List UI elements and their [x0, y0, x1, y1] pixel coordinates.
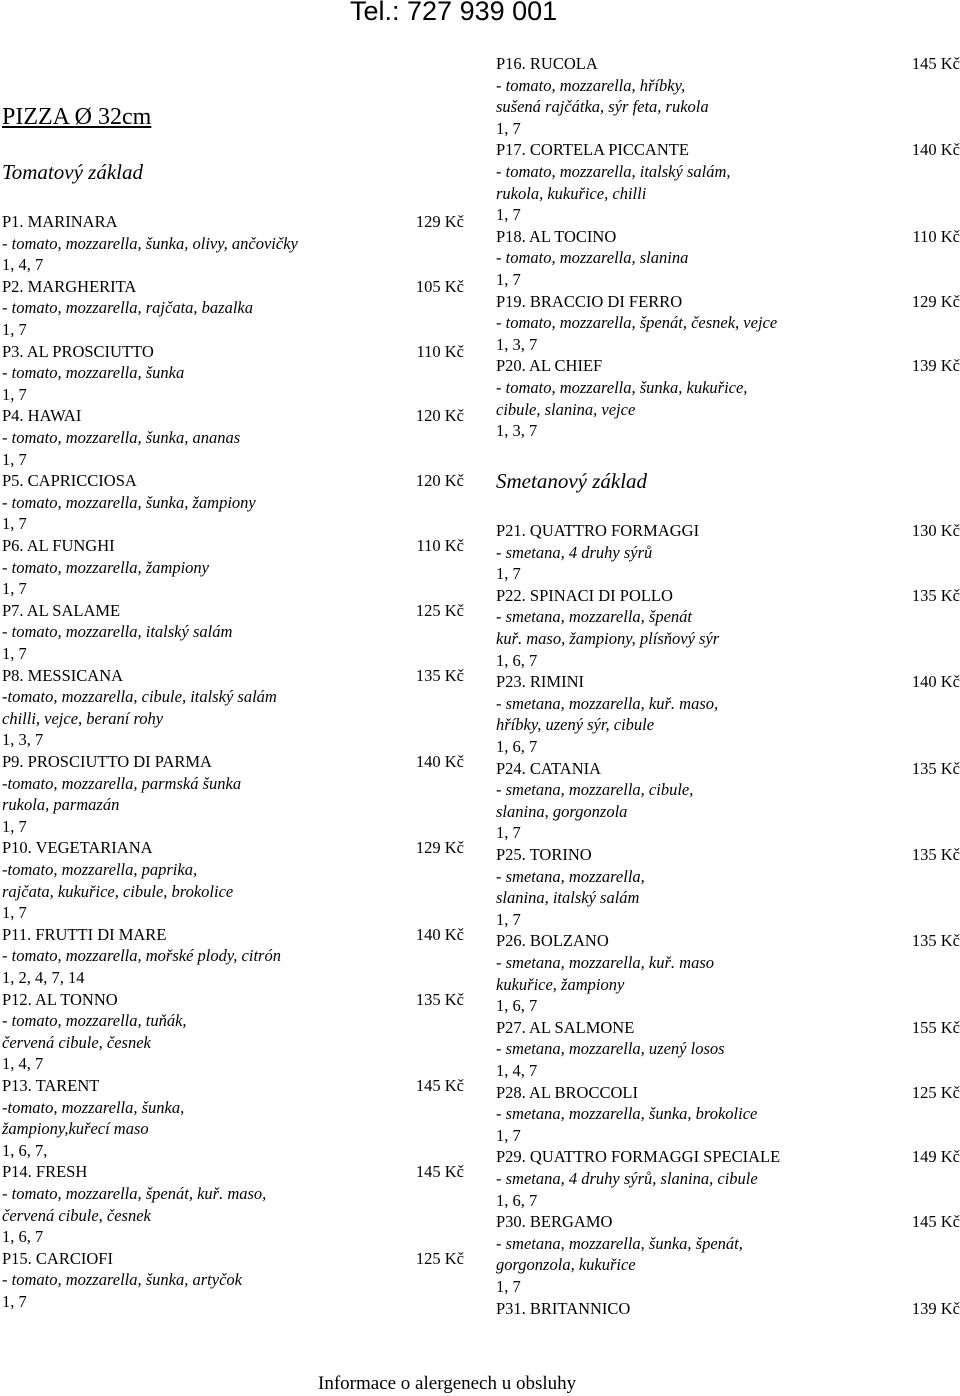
menu-item-header — [2, 405, 464, 427]
allergen-codes: 1, 4, 7 — [2, 1054, 44, 1074]
pizza-price: 145 Kč — [911, 54, 960, 73]
pizza-price: 129 Kč — [415, 212, 464, 231]
section-heading-tomato: Tomatový základ — [2, 160, 143, 184]
pizza-name: P6. AL FUNGHI — [2, 536, 115, 555]
ingredients-line: - tomato, mozzarella, šunka, ananas — [2, 427, 241, 447]
pizza-price: 140 Kč — [911, 140, 960, 160]
ingredients-line: - smetana, mozzarella, špenát — [496, 607, 693, 627]
allergen-codes: 1, 7 — [496, 118, 521, 138]
ingredients-line: rukola, parmazán — [2, 795, 120, 815]
ingredients-line: - smetana, mozzarella, cibule, — [496, 780, 694, 800]
phone-number: Tel.: 727 939 001 — [350, 0, 558, 26]
pizza-price: 135 Kč — [911, 931, 960, 951]
menu-item-header — [496, 226, 960, 248]
menu-item-header — [2, 665, 464, 687]
menu-item-header — [2, 837, 464, 859]
ingredients-line: - tomato, mozzarella, mořské plody, citrón — [2, 946, 281, 966]
ingredients-line: - tomato, mozzarella, italský salám, — [496, 161, 731, 181]
ingredients-line: hříbky, uzený sýr, cibule — [496, 715, 655, 735]
ingredients-line: rukola, kukuřice, chilli — [496, 183, 647, 203]
pizza-name: P15. CARCIOFI — [2, 1248, 113, 1268]
allergen-codes: 1, 3, 7 — [496, 421, 538, 441]
ingredients-line: - smetana, mozzarella, kuř. maso — [496, 952, 715, 972]
allergen-codes: 1, 3, 7 — [496, 334, 538, 354]
pizza-price: 105 Kč — [415, 276, 464, 296]
pizza-name: P22. SPINACI DI POLLO — [496, 585, 673, 605]
pizza-name: P16. RUCOLA — [496, 54, 598, 73]
pizza-price: 110 Kč — [416, 341, 464, 361]
pizza-name: P30. BERGAMO — [496, 1212, 613, 1232]
ingredients-line: - smetana, 4 druhy sýrů — [496, 542, 653, 562]
ingredients-line: slanina, italský salám — [496, 888, 640, 908]
pizza-name: P11. FRUTTI DI MARE — [2, 924, 167, 944]
allergen-codes: 1, 7 — [2, 449, 27, 469]
allergen-codes: 1, 3, 7 — [2, 730, 44, 750]
ingredients-line: - smetana, mozzarella, uzený losos — [496, 1039, 725, 1059]
section-heading-cream: Smetanový základ — [496, 469, 648, 493]
ingredients-line: - tomato, mozzarella, slanina — [496, 248, 689, 268]
ingredients-line: gorgonzola, kukuřice — [496, 1255, 636, 1275]
ingredients-line: -tomato, mozzarella, paprika, — [2, 859, 198, 879]
pizza-name: P12. AL TONNO — [2, 989, 118, 1009]
ingredients-line: -tomato, mozzarella, cibule, italský salám — [2, 687, 277, 707]
allergen-codes: 1, 6, 7 — [496, 1190, 538, 1210]
pizza-name: P24. CATANIA — [496, 758, 602, 778]
ingredients-line: - tomato, mozzarella, šunka — [2, 363, 185, 383]
ingredients-line: - tomato, mozzarella, špenát, kuř. maso, — [2, 1183, 267, 1203]
menu-item-header — [496, 1146, 960, 1168]
pizza-name: P7. AL SALAME — [2, 600, 121, 620]
pizza-price: 145 Kč — [911, 1212, 960, 1232]
ingredients-line: - smetana, mozzarella, — [496, 866, 645, 886]
ingredients-line: - smetana, mozzarella, šunka, brokolice — [496, 1104, 758, 1124]
menu-item-header — [496, 355, 960, 377]
menu-item-header — [2, 535, 464, 557]
pizza-name: P26. BOLZANO — [496, 931, 609, 951]
allergen-codes: 1, 7 — [496, 1125, 521, 1145]
menu-item-header — [2, 1161, 464, 1183]
pizza-price: 135 Kč — [911, 758, 960, 778]
ingredients-line: - tomato, mozzarella, žampiony — [2, 557, 210, 577]
pizza-name: P5. CAPRICCIOSA — [2, 471, 137, 491]
pizza-name: P20. AL CHIEF — [496, 356, 603, 376]
allergen-codes: 1, 6, 7 — [2, 1227, 44, 1247]
allergen-codes: 1, 7 — [496, 564, 521, 584]
menu-item-header — [2, 751, 464, 773]
menu-item-header — [496, 1211, 960, 1233]
allergen-codes: 1, 7 — [2, 514, 27, 534]
menu-item-header — [2, 924, 464, 946]
menu-item-header — [496, 1017, 960, 1039]
ingredients-line: cibule, slanina, vejce — [496, 399, 636, 419]
pizza-price: 125 Kč — [415, 600, 464, 620]
allergen-codes: 1, 7 — [2, 816, 27, 836]
menu-item-header — [496, 1298, 960, 1320]
pizza-price: 135 Kč — [415, 665, 464, 685]
pizza-name: P19. BRACCIO DI FERRO — [496, 291, 683, 311]
pizza-name: P23. RIMINI — [496, 672, 585, 692]
menu-item-header — [496, 139, 960, 161]
ingredients-line: - tomato, mozzarella, šunka, olivy, ančovičky — [2, 233, 298, 253]
allergen-codes: 1, 6, 7 — [496, 996, 538, 1016]
pizza-price: 129 Kč — [911, 291, 960, 311]
allergen-codes: 1, 7 — [496, 205, 521, 225]
menu-item-header — [496, 1082, 960, 1104]
ingredients-line: - tomato, mozzarella, šunka, žampiony — [2, 492, 256, 512]
pizza-name: P14. FRESH — [2, 1162, 88, 1182]
pizza-price: 125 Kč — [911, 1082, 960, 1102]
allergen-codes: 1, 7 — [496, 269, 521, 289]
allergen-codes: 1, 7 — [2, 903, 27, 923]
pizza-price: 120 Kč — [415, 471, 464, 491]
menu-title: PIZZA Ø 32cm — [2, 104, 152, 130]
pizza-price: 120 Kč — [415, 406, 464, 426]
ingredients-line: - smetana, mozzarella, kuř. maso, — [496, 693, 719, 713]
ingredients-line: kukuřice, žampiony — [496, 974, 625, 994]
allergen-codes: 1, 6, 7 — [496, 650, 538, 670]
pizza-name: P3. AL PROSCIUTTO — [2, 341, 154, 361]
pizza-name: P8. MESSICANA — [2, 665, 124, 685]
menu-item-header — [2, 1248, 464, 1270]
ingredients-line: - smetana, 4 druhy sýrů, slanina, cibule — [496, 1168, 758, 1188]
pizza-price: 129 Kč — [415, 838, 464, 858]
pizza-name: P18. AL TOCINO — [496, 226, 617, 246]
pizza-name: P27. AL SALMONE — [496, 1017, 635, 1037]
pizza-price: 110 Kč — [912, 226, 960, 246]
menu-item-header — [2, 276, 464, 298]
pizza-price: 130 Kč — [911, 521, 960, 540]
menu-item-header — [496, 758, 960, 780]
menu-item-header — [2, 600, 464, 622]
pizza-name: P13. TARENT — [2, 1076, 100, 1095]
ingredients-line: žampiony,kuřecí maso — [2, 1119, 149, 1139]
pizza-price: 139 Kč — [911, 1298, 960, 1318]
pizza-price: 125 Kč — [415, 1248, 464, 1268]
menu-item-header — [2, 989, 464, 1011]
pizza-name: P31. BRITANNICO — [496, 1298, 631, 1318]
ingredients-line: slanina, gorgonzola — [496, 801, 628, 821]
pizza-name: P1. MARINARA — [2, 212, 118, 231]
ingredients-line: - tomato, mozzarella, šunka, artyčok — [2, 1270, 242, 1290]
ingredients-line: červená cibule, česnek — [2, 1032, 151, 1052]
ingredients-line: -tomato, mozzarella, parmská šunka — [2, 773, 242, 793]
pizza-name: P25. TORINO — [496, 845, 592, 864]
allergen-codes: 1, 7 — [2, 643, 27, 663]
pizza-price: 149 Kč — [911, 1147, 960, 1167]
menu-item-header — [496, 671, 960, 693]
menu-item-header — [496, 53, 960, 75]
ingredients-line: rajčata, kukuřice, cibule, brokolice — [2, 881, 234, 901]
pizza-name: P29. QUATTRO FORMAGGI SPECIALE — [496, 1147, 781, 1167]
menu-item-header — [2, 341, 464, 363]
pizza-name: P21. QUATTRO FORMAGGI — [496, 521, 700, 540]
ingredients-line: -tomato, mozzarella, šunka, — [2, 1097, 185, 1117]
pizza-price: 135 Kč — [911, 845, 960, 864]
menu-item-header — [2, 1075, 464, 1097]
menu-item-header — [496, 585, 960, 607]
menu-item-header — [496, 291, 960, 313]
ingredients-line: - tomato, mozzarella, hříbky, — [496, 75, 686, 95]
pizza-name: P4. HAWAI — [2, 406, 82, 426]
menu-item-header — [496, 930, 960, 952]
ingredients-line: kuř. maso, žampiony, plísňový sýr — [496, 628, 720, 648]
ingredients-line: sušená rajčátka, sýr feta, rukola — [496, 97, 709, 117]
allergen-codes: 1, 4, 7 — [496, 1060, 538, 1080]
menu-item-header — [2, 470, 464, 492]
allergen-codes: 1, 7 — [2, 1291, 27, 1311]
pizza-price: 110 Kč — [416, 536, 464, 555]
pizza-price: 140 Kč — [415, 924, 464, 944]
ingredients-line: - tomato, mozzarella, špenát, česnek, vejce — [496, 313, 778, 333]
pizza-price: 140 Kč — [911, 672, 960, 692]
pizza-name: P17. CORTELA PICCANTE — [496, 140, 689, 160]
pizza-price: 140 Kč — [415, 752, 464, 771]
allergen-codes: 1, 7 — [2, 384, 27, 404]
allergen-footer: Informace o alergenech u obsluhy — [318, 1373, 577, 1394]
pizza-name: P10. VEGETARIANA — [2, 838, 153, 858]
allergen-codes: 1, 6, 7 — [496, 736, 538, 756]
ingredients-line: - tomato, mozzarella, tuňák, — [2, 1011, 187, 1031]
pizza-price: 135 Kč — [415, 989, 464, 1009]
pizza-name: P2. MARGHERITA — [2, 276, 137, 296]
ingredients-line: - smetana, mozzarella, šunka, špenát, — [496, 1233, 743, 1253]
pizza-price: 145 Kč — [415, 1162, 464, 1182]
allergen-codes: 1, 7 — [496, 823, 521, 843]
ingredients-line: červená cibule, česnek — [2, 1205, 151, 1225]
allergen-codes: 1, 7 — [496, 909, 521, 929]
pizza-price: 139 Kč — [911, 356, 960, 376]
menu-item-header — [2, 211, 464, 233]
allergen-codes: 1, 2, 4, 7, 14 — [2, 967, 85, 987]
ingredients-line: - tomato, mozzarella, rajčata, bazalka — [2, 298, 254, 318]
ingredients-line: - tomato, mozzarella, šunka, kukuřice, — [496, 377, 748, 397]
allergen-codes: 1, 4, 7 — [2, 255, 44, 275]
menu-item-header — [496, 520, 960, 542]
allergen-codes: 1, 7 — [496, 1276, 521, 1296]
pizza-price: 155 Kč — [911, 1017, 960, 1037]
pizza-name: P28. AL BROCCOLI — [496, 1082, 638, 1102]
ingredients-line: - tomato, mozzarella, italský salám — [2, 622, 233, 642]
allergen-codes: 1, 6, 7, — [2, 1140, 48, 1160]
menu-item-header — [496, 844, 960, 866]
allergen-codes: 1, 7 — [2, 579, 27, 599]
pizza-price: 135 Kč — [911, 585, 960, 605]
ingredients-line: chilli, vejce, beraní rohy — [2, 708, 164, 728]
pizza-name: P9. PROSCIUTTO DI PARMA — [2, 752, 212, 771]
allergen-codes: 1, 7 — [2, 319, 27, 339]
pizza-price: 145 Kč — [415, 1076, 464, 1095]
